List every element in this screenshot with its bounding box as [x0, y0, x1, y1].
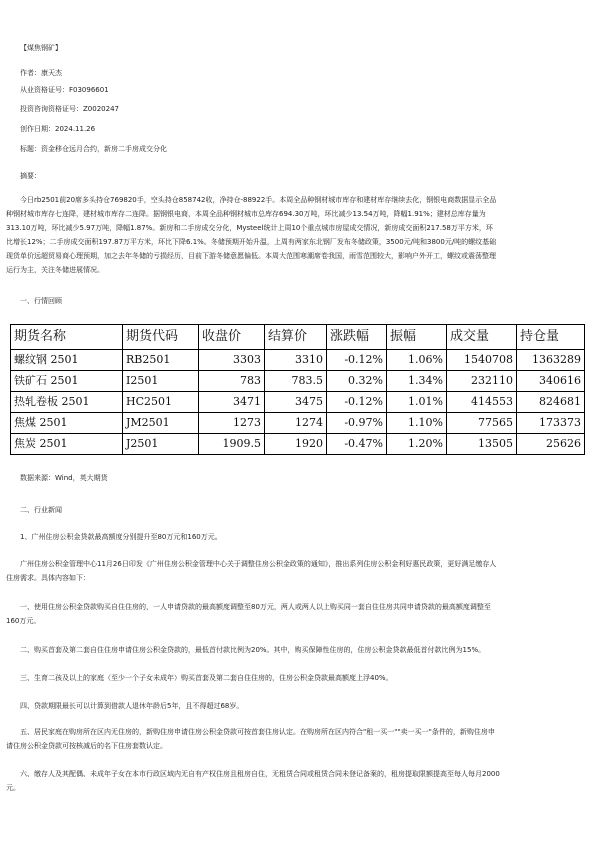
author-line: 作者：康天杰 [20, 69, 62, 77]
table-cell: RB2501 [123, 350, 199, 371]
table-cell: JM2501 [123, 413, 199, 434]
table-cell: 783 [199, 371, 265, 392]
abstract-line: 运行为主，关注冬储进展情况。 [6, 266, 104, 274]
column-header: 持仓量 [517, 325, 585, 350]
abstract-line: 现货单价远超贸易商心理预期，加之去年冬储的亏损经历，目前下游冬储意愿偏低。本周大范围寒潮席卷我国，雨雪范围较大，影响户外开工，螺纹或震荡整理 [6, 252, 496, 260]
table-cell: 1.01% [387, 392, 447, 413]
column-header: 涨跌幅 [327, 325, 387, 350]
table-cell: 热轧卷板 2501 [11, 392, 123, 413]
advisor-license-line: 投资咨询资格证号：Z0020247 [20, 105, 119, 113]
table-cell: -0.12% [327, 392, 387, 413]
category-tag: 【煤焦钢矿】 [20, 44, 62, 52]
policy-item-line: 四、贷款期限最长可以计算到借款人退休年龄后5年，且不得超过68岁。 [20, 702, 244, 710]
table-cell: 1920 [265, 434, 327, 455]
news-intro-paragraph [6, 557, 584, 585]
policy-item-line: 六、缴存人及其配偶、未成年子女在本市行政区域内无自有产权住房且租房自住，无租赁合同或租赁合同未登记备案的，租房提取限额提高至每人每月2000 [20, 770, 500, 778]
data-source-note: 数据来源：Wind，英大期货 [20, 474, 108, 482]
column-header: 成交量 [447, 325, 517, 350]
table-row [11, 350, 585, 371]
policy-item-line: 二、购买首套及第二套自住住房申请住房公积金贷款的，最低首付款比例为20%。其中，购买保障性住房的，住房公积金贷款最低首付款比例为15%。 [20, 646, 486, 654]
table-row [11, 371, 585, 392]
table-cell: 1540708 [447, 350, 517, 371]
table-cell: 0.32% [327, 371, 387, 392]
table-cell: 173373 [517, 413, 585, 434]
table-row [11, 413, 585, 434]
policy-item [6, 699, 584, 713]
table-header-row [11, 325, 585, 350]
section-title-market-review: 一、行情回顾 [20, 297, 62, 305]
table-cell: 1273 [199, 413, 265, 434]
policy-item [6, 671, 584, 685]
futures-quotes-table [10, 324, 585, 455]
table-cell: 414553 [447, 392, 517, 413]
table-cell: 13505 [447, 434, 517, 455]
license-line: 从业资格证号：F03096601 [20, 86, 109, 94]
table-cell: 783.5 [265, 371, 327, 392]
table-row [11, 392, 585, 413]
abstract-line: 种钢材城市库存七连降，建材城市库存二连降。据钢银电商，本周全品种钢材城市总库存694.30万吨，环比减少13.54万吨，降幅1.91%；建材总库存量为 [6, 210, 486, 218]
table-cell: 1363289 [517, 350, 585, 371]
table-cell: -0.12% [327, 350, 387, 371]
title-line: 标题：资金移仓远月合约，新房二手房成交分化 [20, 145, 167, 153]
column-header: 收盘价 [199, 325, 265, 350]
policy-item-line: 160万元。 [6, 617, 41, 625]
table-cell: 螺纹钢 2501 [11, 350, 123, 371]
news-intro-line: 住房需求。具体内容如下： [6, 574, 90, 582]
abstract-paragraph [6, 193, 584, 277]
table-cell: 3471 [199, 392, 265, 413]
table-cell: 焦煤 2501 [11, 413, 123, 434]
section-title-industry-news: 二、行业新闻 [20, 506, 62, 514]
table-cell: HC2501 [123, 392, 199, 413]
table-cell: 340616 [517, 371, 585, 392]
policy-item [6, 767, 584, 795]
table-cell: 1909.5 [199, 434, 265, 455]
policy-item [6, 643, 584, 657]
table-cell: 3310 [265, 350, 327, 371]
abstract-line: 今日rb2501前20席多头持仓769820手，空头持仓858742收，净持仓-88922手。本周全品种钢材城市库存和建材库存继续去化，钢银电商数据显示全品 [20, 196, 497, 204]
table-cell: 232110 [447, 371, 517, 392]
table-cell: 824681 [517, 392, 585, 413]
table-cell: 1.10% [387, 413, 447, 434]
date-line: 创作日期：2024.11.26 [20, 125, 96, 133]
table-cell: 3303 [199, 350, 265, 371]
policy-item [6, 725, 584, 753]
table-cell: 1.06% [387, 350, 447, 371]
table-row [11, 434, 585, 455]
abstract-label: 摘要： [20, 172, 41, 180]
policy-item-line: 五、居民家庭在购房所在区内无住房的，新购住房申请住房公积金贷款可按首套住房认定。在购房所在区内符合"租一买一""卖一买一"条件的，新购住房申 [20, 728, 495, 736]
column-header: 期货名称 [11, 325, 123, 350]
policy-item [6, 600, 584, 628]
table-cell: 3475 [265, 392, 327, 413]
policy-item-line: 请住房公积金贷款可按核减后的名下住房套数认定。 [6, 742, 167, 750]
table-cell: 77565 [447, 413, 517, 434]
news-headline: 1、广州住房公积金贷款最高额度分别提升至80万元和160万元。 [20, 533, 222, 541]
column-header: 结算价 [265, 325, 327, 350]
table-cell: 铁矿石 2501 [11, 371, 123, 392]
table-cell: 1.20% [387, 434, 447, 455]
table-cell: J2501 [123, 434, 199, 455]
table-cell: -0.97% [327, 413, 387, 434]
abstract-line: 313.10万吨，环比减少5.97万吨，降幅1.87%。新房和二手房成交分化，Mysteel统计上周10个重点城市房屋成交情况，新房成交面积217.58万平方米，环 [6, 224, 493, 232]
policy-item-line: 三、生育二孩及以上的家庭（至少一个子女未成年）购买首套及第二套自住住房的，住房公积金贷款最高额度上浮40%。 [20, 674, 393, 682]
table-cell: -0.47% [327, 434, 387, 455]
news-intro-line: 广州住房公积金管理中心11月26日印发《广州住房公积金管理中心关于调整住房公积金政策的通知》，推出系列住房公积金利好惠民政策，更好满足缴存人 [20, 560, 497, 568]
table-cell: 焦炭 2501 [11, 434, 123, 455]
abstract-line: 比增长12%；二手房成交面积197.87万平方米，环比下降6.1%。冬储预期开始升温，上周有两家东北钢厂发布冬储政策，3500元/吨和3800元/吨的螺纹基础 [6, 238, 497, 246]
table-cell: 25626 [517, 434, 585, 455]
table-cell: 1.34% [387, 371, 447, 392]
policy-item-line: 元。 [6, 784, 20, 792]
table-cell: 1274 [265, 413, 327, 434]
column-header: 振幅 [387, 325, 447, 350]
policy-item-line: 一、使用住房公积金贷款购买自住住房的，一人申请贷款的最高额度调整至80万元，两人或两人以上购买同一套自住住房共同申请贷款的最高额度调整至 [20, 603, 491, 611]
column-header: 期货代码 [123, 325, 199, 350]
table-cell: I2501 [123, 371, 199, 392]
